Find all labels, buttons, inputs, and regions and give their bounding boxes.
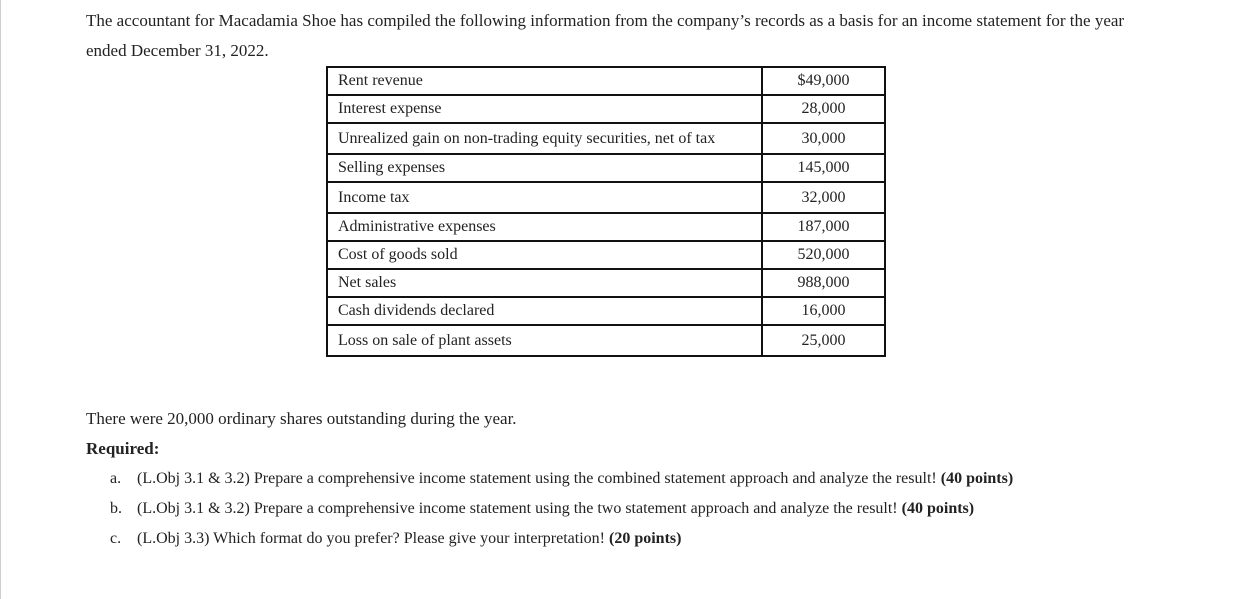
requirement-marker: a. bbox=[110, 470, 122, 487]
row-amount: 25,000 bbox=[762, 325, 885, 356]
required-heading: Required: bbox=[86, 439, 160, 458]
requirement-text: (L.Obj 3.1 & 3.2) Prepare a comprehensive income statement using the combined statement approach and analyze the result! bbox=[137, 470, 941, 487]
requirement-item bbox=[110, 466, 1013, 496]
row-amount: 28,000 bbox=[762, 95, 885, 123]
row-label: Cash dividends declared bbox=[327, 297, 762, 325]
row-amount: 32,000 bbox=[762, 182, 885, 213]
row-label: Unrealized gain on non-trading equity securities, net of tax bbox=[327, 123, 762, 154]
intro-paragraph: The accountant for Macadamia Shoe has compiled the following information from the company’s records as a basis for an income statement for the year ended December 31, 2022. bbox=[86, 11, 1125, 60]
table-row bbox=[327, 182, 885, 213]
requirement-marker: b. bbox=[110, 500, 122, 517]
row-amount: 187,000 bbox=[762, 213, 885, 241]
table-row bbox=[327, 241, 885, 269]
requirement-text: (L.Obj 3.3) Which format do you prefer? Please give your interpretation! bbox=[137, 530, 609, 547]
table-row bbox=[327, 67, 885, 95]
page-left-border bbox=[0, 0, 1, 599]
row-label: Net sales bbox=[327, 269, 762, 297]
requirement-points: (40 points) bbox=[901, 500, 975, 517]
row-label: Income tax bbox=[327, 182, 762, 213]
row-label: Rent revenue bbox=[327, 67, 762, 95]
table-row bbox=[327, 213, 885, 241]
requirement-marker: c. bbox=[110, 530, 122, 547]
row-label: Loss on sale of plant assets bbox=[327, 325, 762, 356]
row-amount: 520,000 bbox=[762, 241, 885, 269]
row-label: Administrative expenses bbox=[327, 213, 762, 241]
table-row bbox=[327, 154, 885, 182]
requirement-text: (L.Obj 3.1 & 3.2) Prepare a comprehensive income statement using the two statement approach and analyze the result! bbox=[137, 500, 902, 517]
requirement-points: (40 points) bbox=[940, 470, 1014, 487]
row-label: Cost of goods sold bbox=[327, 241, 762, 269]
table-row bbox=[327, 95, 885, 123]
row-amount: $49,000 bbox=[762, 67, 885, 95]
requirements-list bbox=[110, 466, 1013, 556]
table-row bbox=[327, 325, 885, 356]
table-row bbox=[327, 123, 885, 154]
row-label: Selling expenses bbox=[327, 154, 762, 182]
table-row bbox=[327, 269, 885, 297]
row-amount: 145,000 bbox=[762, 154, 885, 182]
financial-data-table bbox=[326, 66, 886, 357]
requirement-item bbox=[110, 526, 1013, 556]
requirement-item bbox=[110, 496, 1013, 526]
row-amount: 16,000 bbox=[762, 297, 885, 325]
requirement-points: (20 points) bbox=[609, 530, 682, 547]
row-amount: 30,000 bbox=[762, 123, 885, 154]
shares-outstanding-text: There were 20,000 ordinary shares outstanding during the year. bbox=[86, 409, 517, 428]
row-amount: 988,000 bbox=[762, 269, 885, 297]
row-label: Interest expense bbox=[327, 95, 762, 123]
table-row bbox=[327, 297, 885, 325]
